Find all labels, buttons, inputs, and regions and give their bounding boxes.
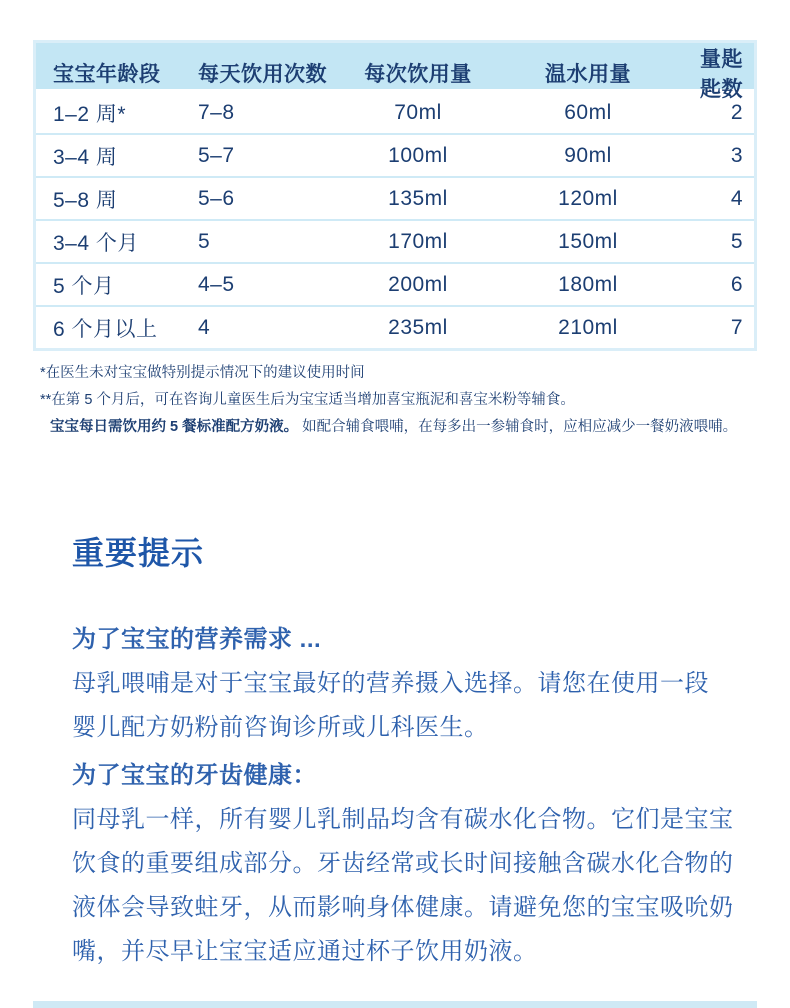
table-header-row [36,43,754,101]
table-cell: 70ml [394,100,442,124]
section-nutrition-line: 婴儿配方奶粉前咨询诊所或儿科医生。 [72,714,489,741]
table-cell: 100ml [388,143,448,167]
table-cell: 200ml [388,272,448,296]
footnotes [40,360,760,441]
footnote-month5-solids: **在第 5 个月后，可在咨询儿童医生后为宝宝适当增加喜宝瓶泥和喜宝米粉等辅食。 [40,392,575,408]
table-cell: 6 [730,272,743,296]
header-cell-age: 宝宝年龄段 [53,63,161,86]
table-cell: 2 [730,100,743,124]
table-row [36,307,754,348]
table-cell: 7–8 [198,100,235,124]
section-nutrition-line: 母乳喂哺是对于宝宝最好的营养摄入选择。请您在使用一段 [72,670,709,697]
table-cell: 135ml [388,186,448,210]
table-cell: 7 [730,315,743,339]
table-cell: 3 [730,143,743,167]
footnote-daily-meals [40,414,760,441]
table-cell: 4 [730,186,743,210]
table-row [36,264,754,307]
table-row [36,92,754,135]
table-cell: 6 个月以上 [53,317,158,341]
table-row [36,135,754,178]
table-cell: 5 个月 [53,274,115,298]
header-cell-times-per-day: 每天饮用次数 [198,63,327,86]
section-dental-health [72,754,742,974]
section-dental-line: 同母乳一样，所有婴儿乳制品均含有碳水化合物。它们是宝宝 [72,806,734,833]
feeding-table [33,40,757,351]
header-cell-scoops: 量匙匙数 [700,48,743,101]
header-cell-amount-per-feed: 每次饮用量 [364,63,472,86]
table-cell: 235ml [388,315,448,339]
table-cell: 60ml [564,100,612,124]
table-cell: 5–7 [198,143,235,167]
table-cell: 120ml [558,186,618,210]
table-cell: 5–6 [198,186,235,210]
table-cell: 180ml [558,272,618,296]
table-cell: 3–4 个月 [53,231,139,255]
table-row [36,221,754,264]
section-nutrition [72,618,742,750]
table-cell: 5 [730,229,743,253]
section-nutrition-heading: 为了宝宝的营养需求 ... [72,626,322,653]
table-row [36,178,754,221]
table-cell: 4–5 [198,272,235,296]
table-cell: 90ml [564,143,612,167]
section-dental-line: 嘴，并尽早让宝宝适应通过杯子饮用奶液。 [72,938,538,965]
table-cell: 5–8 周 [53,188,118,212]
table-cell: 150ml [558,229,618,253]
table-cell: 3–4 周 [53,145,118,169]
header-cell-water-amount: 温水用量 [545,63,631,86]
footnote-daily-meals-rest: 如配合辅食喂哺，在每多出一参辅食时，应相应减少一餐奶液喂哺。 [298,419,738,435]
table-cell: 4 [198,315,211,339]
section-dental-line: 饮食的重要组成部分。牙齿经常或长时间接触含碳水化合物的 [72,850,734,877]
section-dental-line: 液体会导致蛀牙，从而影响身体健康。请避免您的宝宝吸吮奶 [72,894,734,921]
footnote-daily-meals-bold: 宝宝每日需饮用约 5 餐标准配方奶液。 [50,419,299,435]
table-cell: 5 [198,229,211,253]
section-dental-heading: 为了宝宝的牙齿健康： [72,762,317,789]
table-cell: 1–2 周* [53,102,127,126]
table-cell: 210ml [558,315,618,339]
bottom-divider-strip [33,1001,757,1008]
table-cell: 170ml [388,229,448,253]
important-notice-title: 重要提示 [72,535,205,571]
footnote-doctor-advice: *在医生未对宝宝做特别提示情况下的建议使用时间 [40,365,365,381]
